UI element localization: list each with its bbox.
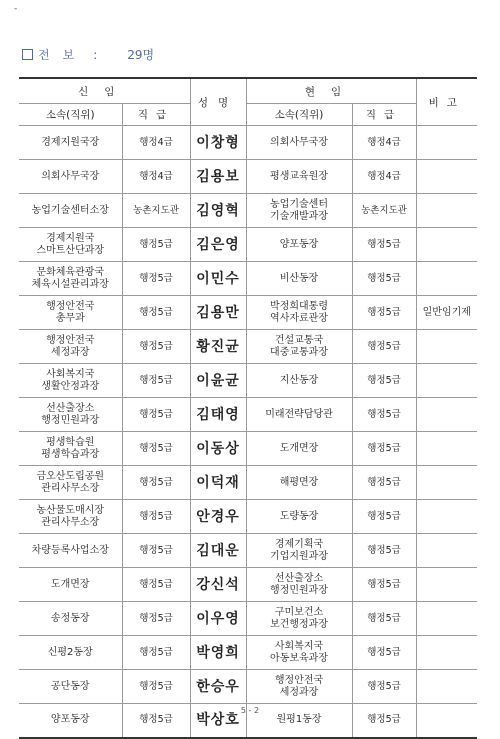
table-row [19,398,477,432]
header-current: 현임 [246,78,416,104]
table-row [19,194,477,228]
new-grade-cell: 행정5급 [122,432,190,466]
table-row [19,534,477,568]
name-cell: 이우영 [190,602,246,636]
header-new-grade: 직급 [122,104,190,126]
name-cell: 한승우 [190,670,246,704]
current-grade-cell: 행정5급 [352,602,416,636]
table-row [19,636,477,670]
new-grade-cell: 행정4급 [122,126,190,160]
table-row [19,568,477,602]
table-row [19,296,477,330]
header-note: 비고 [416,78,477,126]
table-body [19,126,477,738]
table-row [19,670,477,704]
new-grade-cell: 행정5급 [122,568,190,602]
current-grade-cell: 행정5급 [352,670,416,704]
section-label: 전보 [38,48,88,62]
current-dept-cell: 도개면장 [246,432,352,466]
new-dept-cell: 차량등록사업소장 [19,534,122,568]
new-dept-cell: 사회복지국 생활안정과장 [19,364,122,398]
current-dept-cell: 원평1동장 [246,704,352,738]
current-grade-cell: 행정5급 [352,466,416,500]
new-dept-cell: 송정동장 [19,602,122,636]
current-grade-cell: 행정5급 [352,534,416,568]
current-dept-cell: 양포동장 [246,228,352,262]
note-cell [416,262,477,296]
note-cell [416,500,477,534]
corner-mark: - [14,4,18,14]
note-cell [416,466,477,500]
note-cell [416,126,477,160]
current-grade-cell: 행정5급 [352,330,416,364]
new-dept-cell: 경제지원국장 [19,126,122,160]
name-cell: 김대운 [190,534,246,568]
table-row [19,500,477,534]
current-dept-cell: 사회복지국 아동보육과장 [246,636,352,670]
current-dept-cell: 의회사무국장 [246,126,352,160]
header-new-dept: 소속(직위) [19,104,122,126]
current-grade-cell: 행정5급 [352,364,416,398]
table-row [19,126,477,160]
note-cell [416,568,477,602]
header-name: 성명 [190,78,246,126]
new-dept-cell: 선산출장소 행정민원과장 [19,398,122,432]
new-dept-cell: 행정안전국 총무과 [19,296,122,330]
section-heading [22,46,154,63]
new-dept-cell: 도개면장 [19,568,122,602]
current-dept-cell: 경제기획국 기업지원과장 [246,534,352,568]
current-dept-cell: 비산동장 [246,262,352,296]
new-grade-cell: 행정5급 [122,670,190,704]
current-grade-cell: 행정5급 [352,500,416,534]
name-cell: 안경우 [190,500,246,534]
note-cell [416,160,477,194]
section-colon: : [93,48,98,62]
name-cell: 이윤균 [190,364,246,398]
table-row [19,160,477,194]
current-grade-cell: 행정5급 [352,398,416,432]
note-cell [416,534,477,568]
new-dept-cell: 평생학습원 평생학습과장 [19,432,122,466]
table-row [19,602,477,636]
new-grade-cell: 행정5급 [122,364,190,398]
new-dept-cell: 농업기술센터소장 [19,194,122,228]
new-dept-cell: 행정안전국 세정과장 [19,330,122,364]
current-dept-cell: 행정안전국 세정과장 [246,670,352,704]
note-cell [416,432,477,466]
name-cell: 김용만 [190,296,246,330]
current-dept-cell: 미래전략담당관 [246,398,352,432]
note-cell [416,398,477,432]
new-grade-cell: 행정4급 [122,160,190,194]
note-cell: 일반임기제 [416,296,477,330]
table-row [19,262,477,296]
new-grade-cell: 행정5급 [122,398,190,432]
name-cell: 이창형 [190,126,246,160]
table-row [19,228,477,262]
new-grade-cell: 행정5급 [122,228,190,262]
name-cell: 김은영 [190,228,246,262]
page-number: 5 - 2 [240,706,260,715]
header-current-grade: 직급 [352,104,416,126]
name-cell: 박상호 [190,704,246,738]
new-grade-cell: 행정5급 [122,262,190,296]
note-cell [416,602,477,636]
current-grade-cell: 행정5급 [352,228,416,262]
table-row [19,364,477,398]
note-cell [416,228,477,262]
current-grade-cell: 행정5급 [352,568,416,602]
current-grade-cell: 행정5급 [352,296,416,330]
current-grade-cell: 행정5급 [352,262,416,296]
new-grade-cell: 행정5급 [122,330,190,364]
note-cell [416,636,477,670]
current-grade-cell: 행정4급 [352,126,416,160]
new-dept-cell: 농산물도매시장 관리사무소장 [19,500,122,534]
note-cell [416,364,477,398]
new-dept-cell: 공단동장 [19,670,122,704]
current-grade-cell: 농촌지도관 [352,194,416,228]
current-dept-cell: 해평면장 [246,466,352,500]
current-dept-cell: 도량동장 [246,500,352,534]
current-grade-cell: 행정5급 [352,636,416,670]
new-grade-cell: 행정5급 [122,296,190,330]
name-cell: 김태영 [190,398,246,432]
new-grade-cell: 행정5급 [122,704,190,738]
current-dept-cell: 선산출장소 행정민원과장 [246,568,352,602]
name-cell: 박영희 [190,636,246,670]
new-grade-cell: 행정5급 [122,602,190,636]
current-dept-cell: 박정희대통령 역사자료관장 [246,296,352,330]
current-grade-cell: 행정5급 [352,704,416,738]
name-cell: 황진균 [190,330,246,364]
table-row [19,466,477,500]
new-dept-cell: 문화체육관광국 체육시설관리과장 [19,262,122,296]
name-cell: 이덕재 [190,466,246,500]
current-dept-cell: 농업기술센터 기술개발과장 [246,194,352,228]
note-cell [416,194,477,228]
name-cell: 이동상 [190,432,246,466]
current-grade-cell: 행정5급 [352,432,416,466]
name-cell: 김용보 [190,160,246,194]
current-dept-cell: 건설교통국 대중교통과장 [246,330,352,364]
new-dept-cell: 경제지원국 스마트산단과장 [19,228,122,262]
name-cell: 김영혁 [190,194,246,228]
name-cell: 이민수 [190,262,246,296]
note-cell [416,330,477,364]
name-cell: 강신석 [190,568,246,602]
new-grade-cell: 행정5급 [122,466,190,500]
current-grade-cell: 행정4급 [352,160,416,194]
new-dept-cell: 의회사무국장 [19,160,122,194]
new-grade-cell: 행정5급 [122,500,190,534]
checkbox-icon [22,49,33,60]
current-dept-cell: 지산동장 [246,364,352,398]
table-row [19,432,477,466]
new-grade-cell: 행정5급 [122,636,190,670]
new-grade-cell: 농촌지도관 [122,194,190,228]
table-row [19,330,477,364]
current-dept-cell: 평생교육원장 [246,160,352,194]
new-dept-cell: 금오산도립공원 관리사무소장 [19,466,122,500]
section-count: 29명 [127,48,155,62]
current-dept-cell: 구미보건소 보건행정과장 [246,602,352,636]
header-current-dept: 소속(직위) [246,104,352,126]
new-dept-cell: 양포동장 [19,704,122,738]
header-new: 신임 [19,78,190,104]
new-grade-cell: 행정5급 [122,534,190,568]
transfer-table [19,77,477,739]
note-cell [416,670,477,704]
new-dept-cell: 신평2동장 [19,636,122,670]
